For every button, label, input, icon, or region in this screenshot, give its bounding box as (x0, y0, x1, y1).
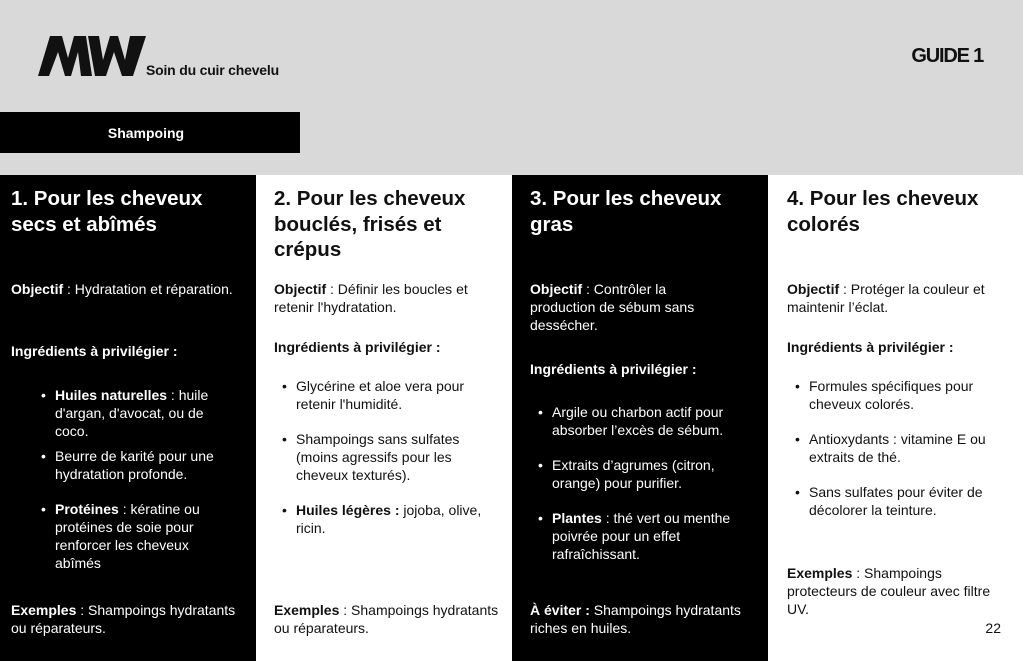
list-item: • Glycérine et aloe vera pour retenir l'humidité. (274, 377, 496, 413)
guide-label: GUIDE 1 (911, 45, 983, 67)
ingredients-list (787, 377, 1009, 519)
section-tab (0, 112, 300, 153)
column-title: 1. Pour les cheveux secs et abîmés (11, 187, 203, 236)
list-item: • Beurre de karité pour une hydratation profonde. (33, 447, 233, 483)
objective: Objectif : Contrôler la production de sébum sans dessécher. (530, 281, 695, 333)
ingredients-heading: Ingrédients à privilégier : (11, 343, 178, 359)
list-item: • Argile ou charbon actif pour absorber l’excès de sébum. (530, 403, 752, 439)
list-item: • Huiles légères : jojoba, olive, ricin. (274, 501, 496, 537)
mw-logo-icon (38, 34, 146, 78)
column-title: 3. Pour les cheveux gras (530, 187, 722, 236)
list-item: • Extraits d’agrumes (citron, orange) pour purifier. (530, 456, 752, 492)
column-dry-hair (0, 175, 256, 661)
ingredients-list (274, 377, 496, 537)
ingredients-heading: Ingrédients à privilégier : (274, 339, 441, 355)
column-curly-hair (256, 175, 512, 661)
page-number: 22 (985, 620, 1001, 636)
list-item: • Antioxydants : vitamine E ou extraits de thé. (787, 430, 1009, 466)
column-title: 2. Pour les cheveux bouclés, frisés et crépus (274, 187, 466, 261)
list-item: • Huiles naturelles : huile d'argan, d'avocat, ou de coco. (33, 386, 233, 440)
list-item: • Protéines : kératine ou protéines de soie pour renforcer les cheveux abîmés (33, 500, 233, 572)
examples: Exemples : Shampoings hydratants ou réparateurs. (11, 602, 236, 636)
examples: Exemples : Shampoings protecteurs de couleur avec filtre UV. (787, 565, 991, 617)
ingredients-list (33, 386, 233, 572)
objective: Objectif : Définir les boucles et retenir l'hydratation. (274, 281, 468, 315)
column-oily-hair (512, 175, 768, 661)
column-title: 4. Pour les cheveux colorés (787, 187, 979, 236)
header-subtitle: Soin du cuir chevelu (146, 62, 279, 78)
list-item: • Sans sulfates pour éviter de décolorer la teinture. (787, 483, 1009, 519)
list-item: • Formules spécifiques pour cheveux colorés. (787, 377, 1009, 413)
ingredients-heading: Ingrédients à privilégier : (530, 361, 697, 377)
list-item: • Shampoings sans sulfates (moins agressifs pour les cheveux texturés). (274, 430, 496, 484)
objective: Objectif : Protéger la couleur et maintenir l’éclat. (787, 281, 985, 315)
ingredients-list (530, 403, 752, 563)
list-item: • Plantes : thé vert ou menthe poivrée pour un effet rafraîchissant. (530, 509, 752, 563)
section-tab-label: Shampoing (107, 124, 185, 141)
examples: Exemples : Shampoings hydratants ou réparateurs. (274, 602, 499, 636)
to-avoid: À éviter : Shampoings hydratants riches en huiles. (530, 602, 741, 636)
ingredients-heading: Ingrédients à privilégier : (787, 339, 954, 355)
column-colored-hair (768, 175, 1023, 661)
brand-logo (38, 34, 146, 78)
header (0, 0, 1023, 175)
objective: Objectif : Hydratation et réparation. (11, 281, 233, 297)
